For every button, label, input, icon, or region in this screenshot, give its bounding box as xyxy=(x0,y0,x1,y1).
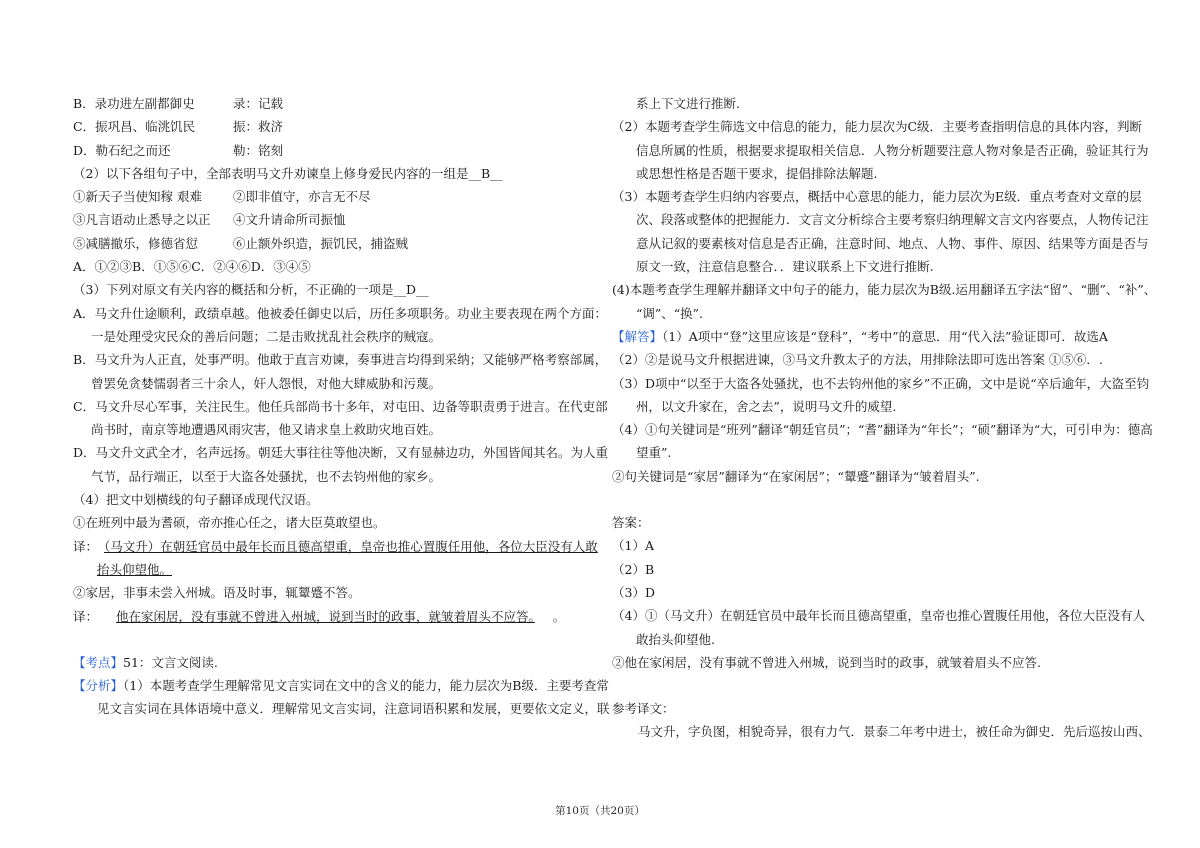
analysis-3: （3）本题考查学生归纳内容要点，概括中心意思的能力，能力层次为E级．重点考查对文章的层 xyxy=(612,189,1142,205)
fenxi: 【分析】（1）本题考查学生理解常见文言实词在文中的含义的能力，能力层次为B级．主要考查常 xyxy=(73,678,609,694)
jieda-4: （4）①句关键词是“班列”翻译“朝廷官员”；“耆”翻译为“年长”；“硕”翻译为“大，可引申为：德高 xyxy=(612,422,1153,438)
question-2: （2）以下各组句子中，全部表明马文升劝谏皇上修身爱民内容的一组是__B__ xyxy=(73,165,503,181)
question-3: （3）下列对原文有关内容的概括和分析，不正确的一项是__D__ xyxy=(73,282,429,298)
q2-row-1: ①新天子当使知稼 艰难 ②即非值守，亦言无不尽 xyxy=(73,189,371,205)
analysis-4-cont: “调”、“换”. xyxy=(636,305,704,321)
q4-sentence-2: ②家居，非事未尝入州城。语及时事，辄颦蹙不答。 xyxy=(73,585,361,601)
option-b: B．录功进左副都御史 录：记载 xyxy=(73,96,284,111)
analysis-2-cont: 信息所属的性质，根据要求提取相关信息．人物分析题要注意人物对象是否正确，验证其行为 xyxy=(636,142,1149,158)
analysis-3-cont: 次、段落或整体的把握能力．文言文分析综合主要考察归纳理解文言文内容要点，人物传记注 xyxy=(636,212,1149,228)
option-d: D．勒石纪之而还 勒：铭刻 xyxy=(73,142,284,158)
answer-4-cont: 敢抬头仰望他. xyxy=(636,631,715,647)
q3-option-d: D．马文升文武全才，名声远扬。朝廷大事往往等他决断，又有显赫边功，外国皆闻其名。为人重 xyxy=(73,445,609,461)
q2-row-3: ⑤减膳撤乐，修德省愆 ⑥止额外织造，振饥民，捕盗贼 xyxy=(73,235,409,251)
q3-option-a-cont: 一是处理受灾民众的善后问题；二是击败扰乱社会秩序的贼寇。 xyxy=(91,328,442,344)
right-column xyxy=(612,92,1157,744)
analysis-4: (4)本题考查学生理解并翻译文中句子的能力，能力层次为B级.运用翻译五字法“留”、“删”、“补”、 xyxy=(612,282,1157,298)
fenxi-cont: 见文言实词在具体语境中意义．理解常见文言实词，注意词语积累和发展，更要依文定义，联 xyxy=(97,701,610,717)
question-4: （4）把文中划横线的句子翻译成现代汉语。 xyxy=(73,492,319,508)
answer-2: （2）B xyxy=(612,561,655,577)
translation-title: 参考译文： xyxy=(612,701,675,717)
jieda: 【解答】（1）A项中“登”这里应该是“登科”，“考中”的意思．用“代入法”验证即可．故选A xyxy=(612,328,1108,344)
q3-option-d-cont: 气节，品行端正，以至于大盗各处骚扰，也不去钧州他的家乡。 xyxy=(91,468,442,484)
answer-3: （3）D xyxy=(612,584,655,600)
left-column xyxy=(73,92,610,721)
answer-1: （1）A xyxy=(612,538,654,554)
q4-sentence-1: ①在班列中最为耆硕，帝亦推心任之，诸大臣莫敢望也。 xyxy=(73,515,386,531)
jieda-2: （2）②是说马文升根据进谏，③马文升教太子的方法，用排除法即可选出答案 ①⑤⑥．. xyxy=(612,352,1103,368)
question-3-answer: __D__ xyxy=(393,282,429,298)
jieda-3: （3）D项中“以至于大盗各处骚扰，也不去钧州他的家乡”不正确，文中是说“卒后逾年，大盗至钧 xyxy=(612,375,1150,391)
q3-option-c-cont: 尚书时，南京等地遭遇风雨灾害，他又请求皇上救助灾地百姓。 xyxy=(91,422,442,438)
analysis-1-end: 系上下文进行推断. xyxy=(636,96,740,111)
translation-text: 马文升，字负图，相貌奇异，很有力气．景泰二年考中进士，被任命为御史．先后巡按山西、 xyxy=(638,724,1151,740)
jieda-4-cont: 望重”. xyxy=(636,445,672,461)
q2-row-2: ③凡言语动止悉导之以正 ④文升请命所司振恤 xyxy=(73,212,346,228)
q3-option-a: A．马文升仕途顺利，政绩卓越。他被委任御史以后，历任多项职务。功业主要表现在两个方面： xyxy=(73,305,608,321)
q3-option-b-cont: 曾罢免贪婪懦弱者三十余人，奸人怨恨，对他大肆威胁和污蔑。 xyxy=(91,375,442,391)
q3-option-c: C．马文升尽心军事，关注民生。他任兵部尚书十多年，对屯田、边备等职责勇于进言。在代吏部 xyxy=(73,398,608,414)
jieda-4-2: ②句关键词是“家居”翻译为“在家闲居”；“颦蹙”翻译为“皱着眉头”. xyxy=(612,468,980,484)
analysis-3-cont: 原文一致，注意信息整合．．建议联系上下文进行推断. xyxy=(636,259,934,275)
analysis-3-cont: 意从记叙的要素核对信息是否正确，注意时间、地点、人物、事件、原因、结果等方面是否与 xyxy=(636,235,1149,251)
analysis-2: （2）本题考查学生筛选文中信息的能力，能力层次为C级．主要考查指明信息的具体内容，判断 xyxy=(612,119,1143,135)
option-c: C．振巩昌、临洮饥民 振：救济 xyxy=(73,119,284,135)
q4-translation-2: 译： 他在家闲居，没有事就不曾进入州城，说到当时的政事，就皱着眉头不应答。 。 xyxy=(73,608,566,624)
q2-options: A．①②③B．①⑤⑥C．②④⑥D．③④⑤ xyxy=(73,259,311,275)
kaodian: 【考点】51：文言文阅读. xyxy=(73,654,218,670)
question-2-answer: __B__ xyxy=(468,165,503,181)
answer-4: （4）①（马文升）在朝廷官员中最年长而且德高望重，皇帝也推心置腹任用他，各位大臣没有人 xyxy=(612,608,1145,624)
page-footer: 第10页（共20页） xyxy=(555,805,645,817)
jieda-3-cont: 州，以文升家在，舍之去”，说明马文升的威望. xyxy=(636,398,897,414)
q4-translation-1: 译： （马文升）在朝廷官员中最年长而且德高望重，皇帝也推心置腹任用他，各位大臣没有人敢 xyxy=(73,538,598,554)
q3-option-b: B．马文升为人正直，处事严明。他敢于直言劝谏，奏事进言均得到采纳；又能够严格考察部属， xyxy=(73,352,608,368)
q4-translation-1-cont: 抬头仰望他。 xyxy=(97,561,173,577)
analysis-2-cont: 或思想性格是否题干要求，提倡排除法解题. xyxy=(636,165,878,181)
answer-4-2: ②他在家闲居，没有事就不曾进入州城，说到当时的政事，就皱着眉头不应答. xyxy=(612,654,1041,670)
answers-title: 答案： xyxy=(612,515,650,531)
